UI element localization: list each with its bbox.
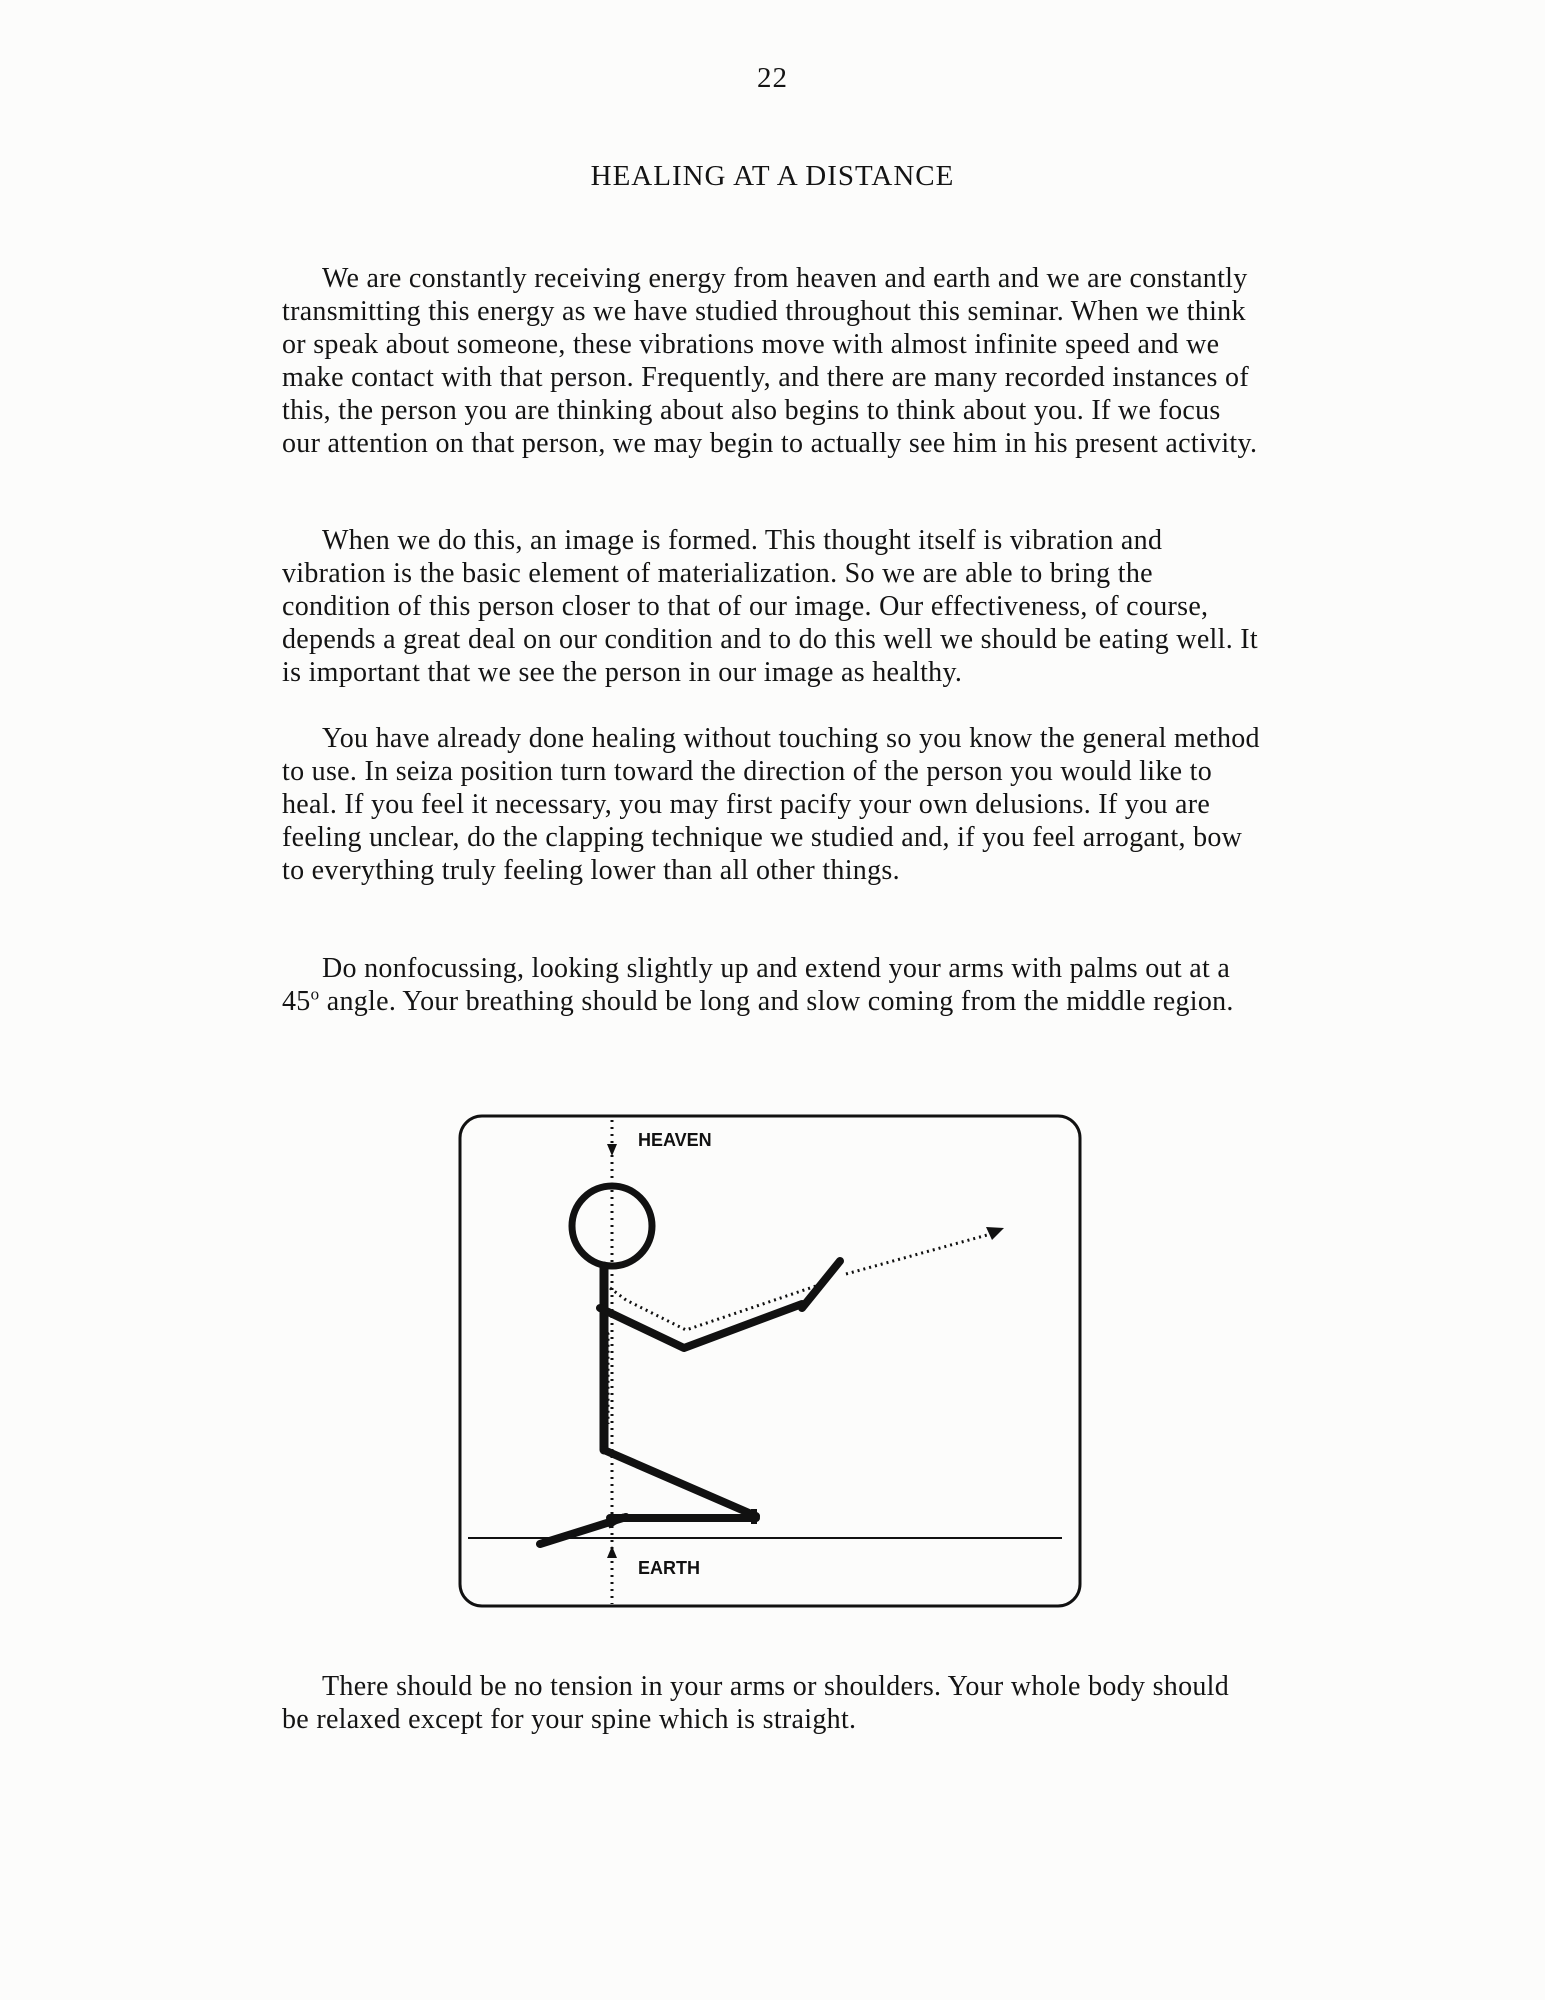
figure-hand [802,1261,840,1308]
page-title: HEALING AT A DISTANCE [590,160,955,192]
projection-arrowhead [986,1227,1004,1240]
energy-flow-projection [846,1232,998,1274]
figure-thigh [604,1450,756,1516]
paragraph-4-text-a: Do nonfocussing, looking slightly up and extend your arms with palms out at a 45 [282,953,1231,1017]
paragraph-4 [282,952,1262,1018]
paragraph-3: You have already done healing without touching so you know the general method to use. In seiza position turn toward the direction of the person you would like to heal. If you feel it necessary, you may first pacify your own delusions. If you are feeling unclear, do the clapping technique we studied and, if you feel arrogant, bow to everything truly feeling lower than all other things. [282,723,1260,886]
seiza-posture-figure [458,1114,1082,1610]
heaven-arrowhead [607,1144,617,1156]
paragraph-2: When we do this, an image is formed. This thought itself is vibration and vibration is the basic element of materialization. So we are able to bring the condition of this person closer to that of our image. Our effectiveness, of course, depends a great deal on our condition and to do this well we should be eating well. It is important that we see the person in our image as healthy. [282,525,1259,688]
heaven-label: HEAVEN [638,1130,712,1150]
page-number: 22 [757,62,788,94]
figure-illustration [458,1114,1082,1610]
degree-symbol: o [310,984,320,1004]
figure-frame [460,1116,1080,1606]
paragraph-1: We are constantly receiving energy from heaven and earth and we are constantly transmitting this energy as we have studied throughout this seminar. When we think or speak about someone, these vibrations move with almost infinite speed and we make contact with that person. Frequently, and there are many recorded instances of this, the person you are thinking about also begins to think about you. If we focus our attention on that person, we may begin to actually see him in his present activity. [282,263,1258,459]
earth-arrowhead [607,1546,617,1558]
earth-label: EARTH [638,1558,700,1578]
paragraph-5: There should be no tension in your arms or shoulders. Your whole body should be relaxed except for your spine which is straight. [282,1671,1230,1735]
paragraph-4-text-b: angle. Your breathing should be long and slow coming from the middle region. [319,986,1234,1017]
